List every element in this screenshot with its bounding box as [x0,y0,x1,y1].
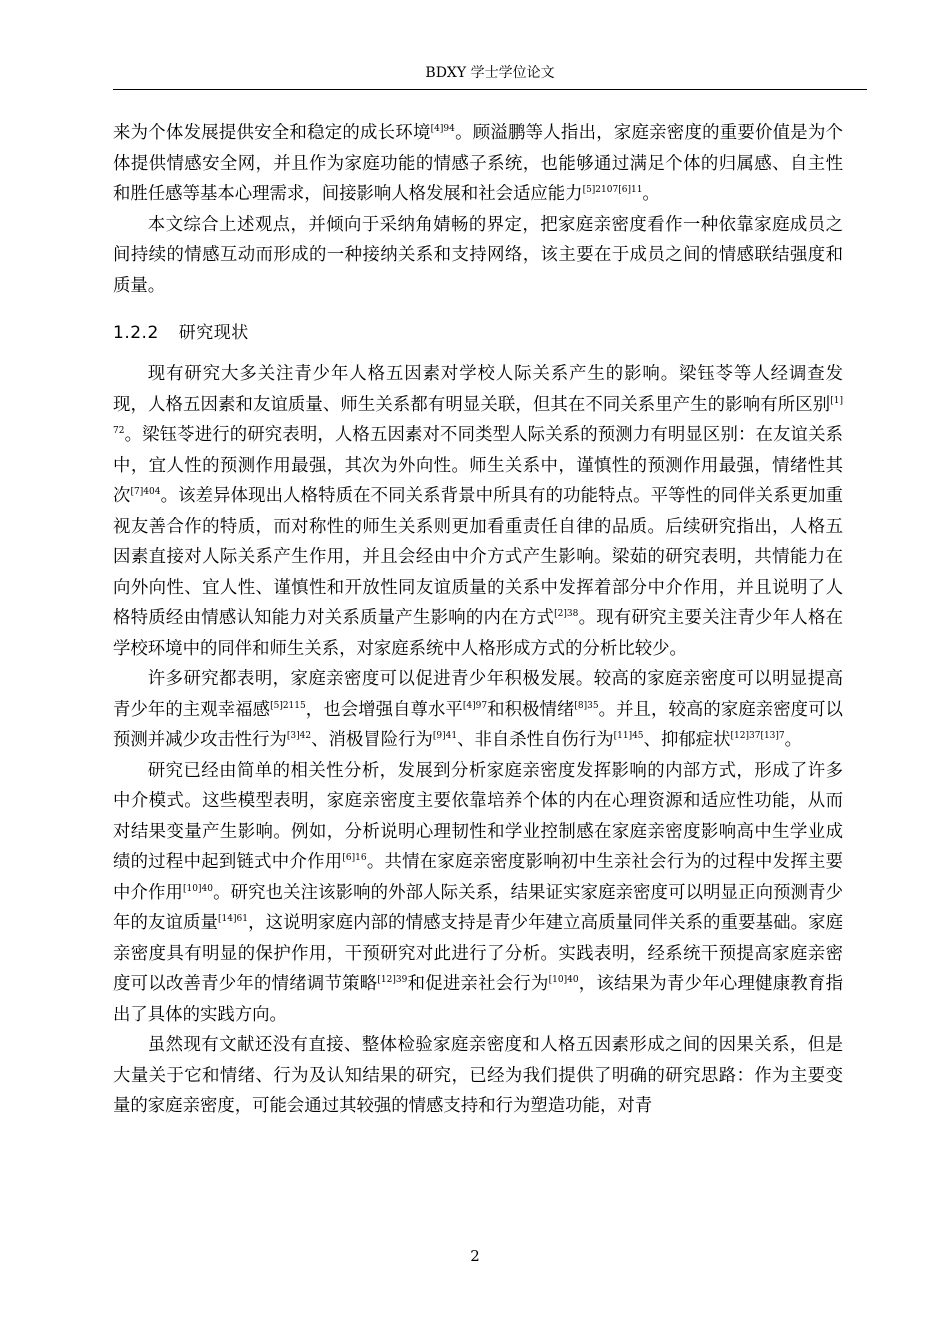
paragraph-text: 。 [642,184,660,204]
paragraph-text: 。 [784,730,803,750]
citation-ref: [12]39 [377,975,408,985]
citation-ref: [1]72 [113,395,843,436]
paragraph-text: 、抑郁症状 [643,730,731,750]
citation-ref: [5]2115 [270,700,306,711]
citation-ref: [12]37[13]7 [730,731,785,741]
paragraph [113,118,843,210]
paragraph-text: 虽然现有文献还没有直接、整体检验家庭亲密度和人格五因素形成之间的因果关系，但是大量关于它和情绪、行为及认知结果的研究，已经为我们提供了明确的研究思路：作为主要变量的家庭亲密度，可能会通过其较强的情感支持和行为塑造功能，对青 [113,1035,843,1116]
citation-ref: [6]16 [342,853,367,863]
research-status-paragraphs [113,359,843,1122]
citation-ref: [11]45 [613,731,644,741]
paragraph-text: 现有研究大多关注青少年人格五因素对学校人际关系产生的影响。梁钰苓等人经调查发现，人格五因素和友谊质量、师生关系都有明显关联，但其在不同关系里产生的影响有所区别 [113,364,843,415]
citation-ref: [9]41 [432,731,458,741]
paragraph-text: ，也会增强自尊水平 [305,699,463,720]
paragraph-text: 。该差异体现出人格特质在不同关系背景中所具有的功能特点。平等性的同伴关系更加重视友善合作的特质，而对称性的师生关系则更加看重责任自律的品质。后续研究指出，人格五因素直接对人际关系产生作用，并且会经由中介方式产生影响。梁茹的研究表明，共情能力在向外向性、宜人性、谨慎性和开放性同友谊质量的关系中发挥着部分中介作用，并且说明了人格特质经由情感认知能力对关系质量产生影响的内在方式 [113,486,843,628]
paragraph [113,664,843,756]
paragraph [113,1030,843,1122]
citation-ref: [4]97 [462,700,488,711]
paragraph-text: 和促进亲社会行为 [407,974,549,994]
running-header: BDXY 学士学位论文 [425,65,555,81]
paragraph-text: 。并且，较高的家庭亲密度可以预测并减少攻击性行为 [113,699,843,750]
paragraph-text: 、非自杀性自伤行为 [457,730,614,750]
page-body [113,118,843,1122]
citation-ref: [14]61 [218,914,248,924]
citation-ref: [3]42 [286,731,312,741]
paragraph-text: ，该结果为青少年心理健康教育指出了具体的实践方向。 [113,974,843,1025]
citation-ref: [5]2107[6]11 [582,185,643,195]
citation-ref: [10]40 [548,975,579,985]
paragraph-text: 。梁钰苓进行的研究表明，人格五因素对不同类型人际关系的预测力有明显区别：在友谊关系中，宜人性的预测作用最强，其次为外向性。师生关系中，谨慎性的预测作用最强，情绪性其次 [113,425,843,506]
citation-ref: [2]38 [554,609,579,619]
paragraph-text: 。现有研究主要关注青少年人格在学校环境中的同伴和师生关系，对家庭系统中人格形成方式的分析比较少。 [113,608,843,659]
citation-ref: [10]40 [183,883,213,894]
paragraph-text: 、消极冒险行为 [311,730,433,750]
paragraph-text: 来为个体发展提供安全和稳定的成长环境 [113,123,431,143]
paragraph [113,359,843,664]
citation-ref: [8]35 [574,700,599,711]
page-number: 2 [470,1247,480,1265]
paragraph-text: 和积极情绪 [487,699,575,720]
paragraph [113,756,843,1031]
paragraph-text: ，这说明家庭内部的情感支持是青少年建立高质量同伴关系的重要基础。家庭亲密度具有明显的保护作用，干预研究对此进行了分析。实践表明，经系统干预提高家庭亲密度可以改善青少年的情绪调节策略 [113,913,843,994]
paragraph-text: 许多研究都表明，家庭亲密度可以促进青少年积极发展。较高的家庭亲密度可以明显提高青少年的主观幸福感 [113,669,843,720]
paragraph-text: 本文综合上述观点，并倾向于采纳角婧畅的界定，把家庭亲密度看作一种依靠家庭成员之间持续的情感互动而形成的一种接纳关系和支持网络，该主要在于成员之间的情感联结强度和质量。 [113,214,843,296]
intro-paragraphs [113,118,843,301]
section-heading [113,319,843,347]
section-number: 1.2.2 [113,323,159,343]
paragraph [113,210,843,302]
paragraph-text: 。共情在家庭亲密度影响初中生亲社会行为的过程中发挥主要中介作用 [113,852,843,903]
header-rule [113,89,867,90]
citation-ref: [4]94 [430,124,455,134]
paragraph-text: 研究已经由简单的相关性分析，发展到分析家庭亲密度发挥影响的内部方式，形成了许多中介模式。这些模型表明，家庭亲密度主要依靠培养个体的内在心理资源和适应性功能，从而对结果变量产生影响。例如，分析说明心理韧性和学业控制感在家庭亲密度影响高中生学业成绩的过程中起到链式中介作用 [113,760,843,872]
citation-ref: [7]404 [130,487,161,497]
section-title: 研究现状 [178,323,249,343]
paragraph-text: 。研究也关注该影响的外部人际关系，结果证实家庭亲密度可以明显正向预测青少年的友谊质量 [113,882,843,933]
paragraph-text: 。顾溢鹏等人指出，家庭亲密度的重要价值是为个体提供情感安全网，并且作为家庭功能的情感子系统，也能够通过满足个体的归属感、自主性和胜任感等基本心理需求，间接影响人格发展和社会适应能力 [113,123,843,204]
